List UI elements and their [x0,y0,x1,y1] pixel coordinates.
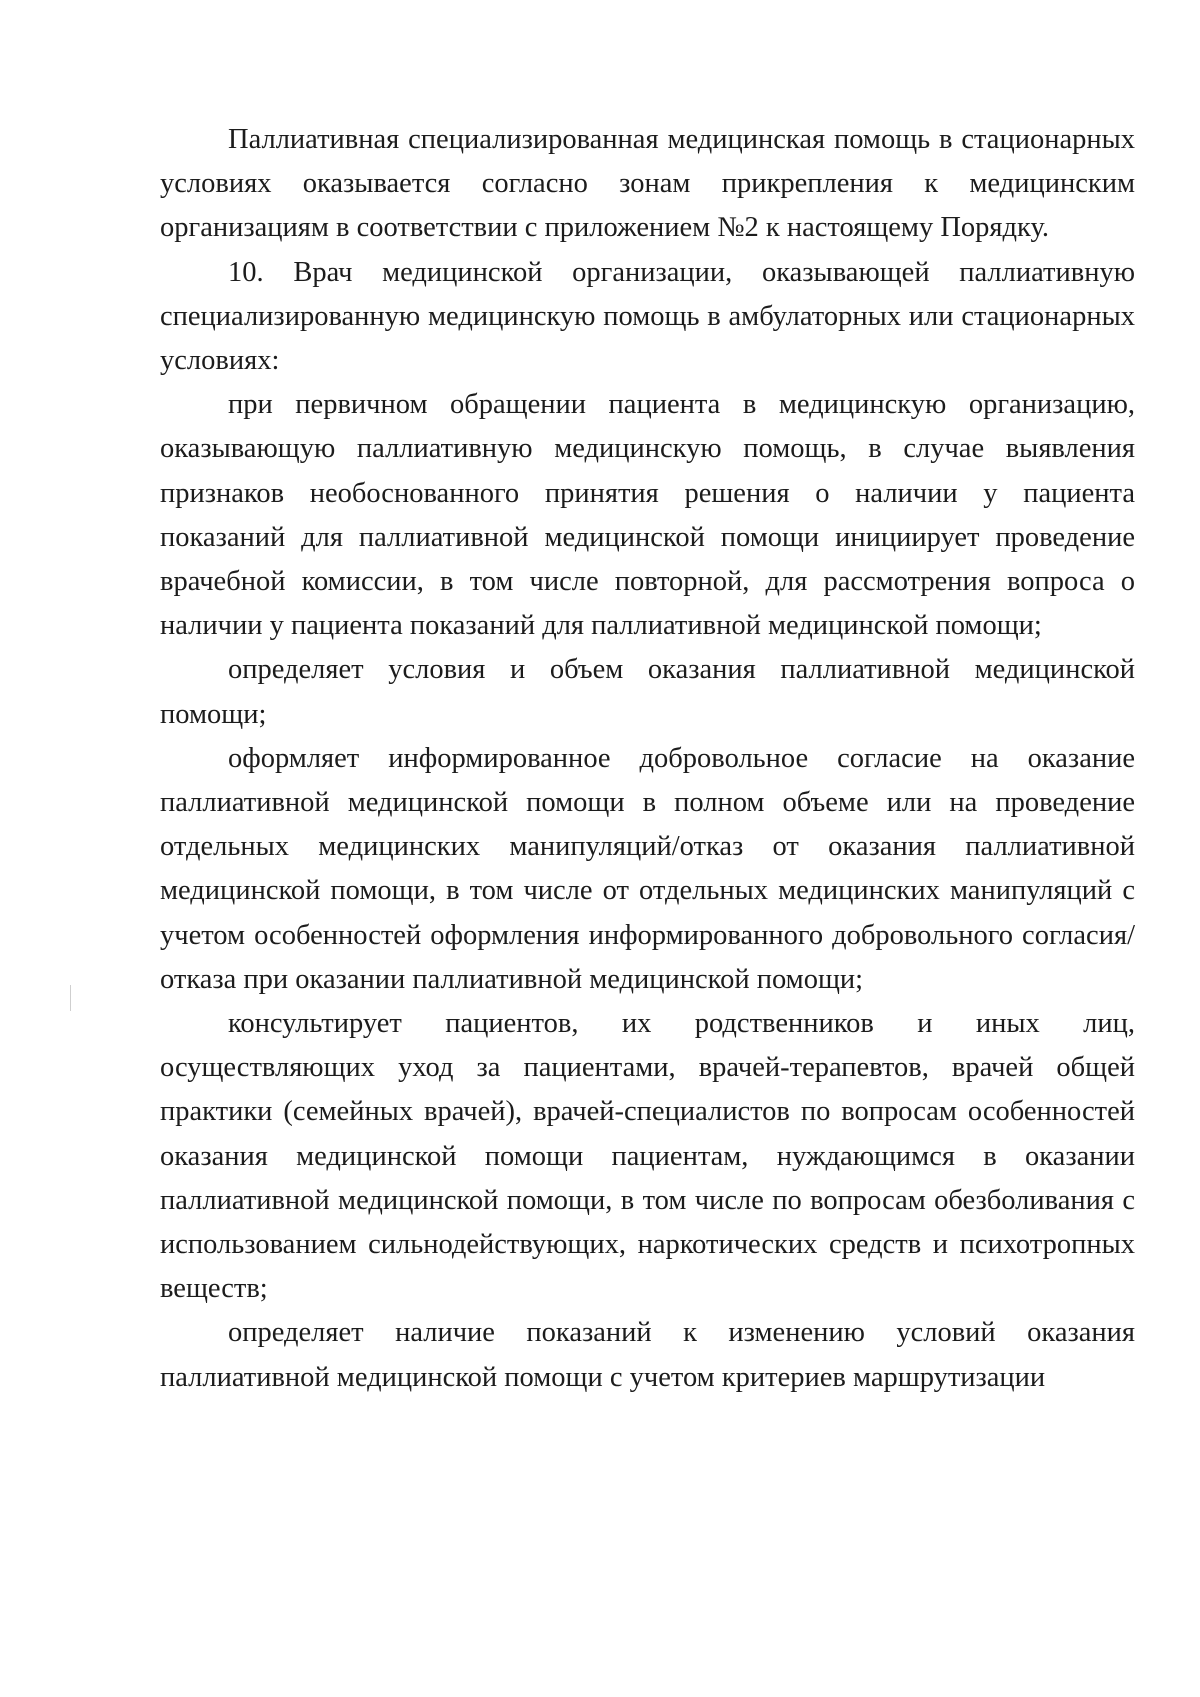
paragraph-routing-criteria: определяет наличие показаний к изменению условий оказания паллиативной медицинской помощи с учетом критериев маршрутизации [160,1317,1135,1393]
paragraph-informed-consent: оформляет информированное добровольное согласие на оказание паллиативной медицинской помощи в полном объеме или на проведение отдельных медицинских манипуляций/отказ от оказания паллиативной медицинской помощи, в том числе от отдельных медицинских манипуляций с учетом особенностей оформления информированного добровольного согласия/отказа при оказании паллиативной медицинской помощи; [160,742,1135,995]
document-body [160,118,1135,1400]
paragraph-conditions-volume: определяет условия и объем оказания паллиативной медицинской помощи; [160,654,1135,730]
scan-artifact [70,985,71,1011]
paragraph-consultation: консультирует пациентов, их родственников и иных лиц, осуществляющих уход за пациентами, врачей-терапевтов, врачей общей практики (семейных врачей), врачей-специалистов по вопросам особенностей оказания медицинской помощи пациентам, нуждающимся в оказании паллиативной медицинской помощи, в том числе по вопросам обезболивания с использованием сильнодействующих, наркотических средств и психотропных веществ; [160,1008,1135,1305]
paragraph-initial-visit: при первичном обращении пациента в медицинскую организацию, оказывающую паллиативную медицинскую помощь, в случае выявления признаков необоснованного принятия решения о наличии у пациента показаний для паллиативной медицинской помощи инициирует проведение врачебной комиссии, в том числе повторной, для рассмотрения вопроса о наличии у пациента показаний для паллиативной медицинской помощи; [160,389,1135,642]
paragraph-inpatient-care: Паллиативная специализированная медицинская помощь в стационарных условиях оказывается согласно зонам прикрепления к медицинским организациям в соответствии с приложением №2 к настоящему Порядку. [160,124,1135,244]
paragraph-item-10: 10. Врач медицинской организации, оказывающей паллиативную специализированную медицинскую помощь в амбулаторных или стационарных условиях: [160,256,1135,377]
